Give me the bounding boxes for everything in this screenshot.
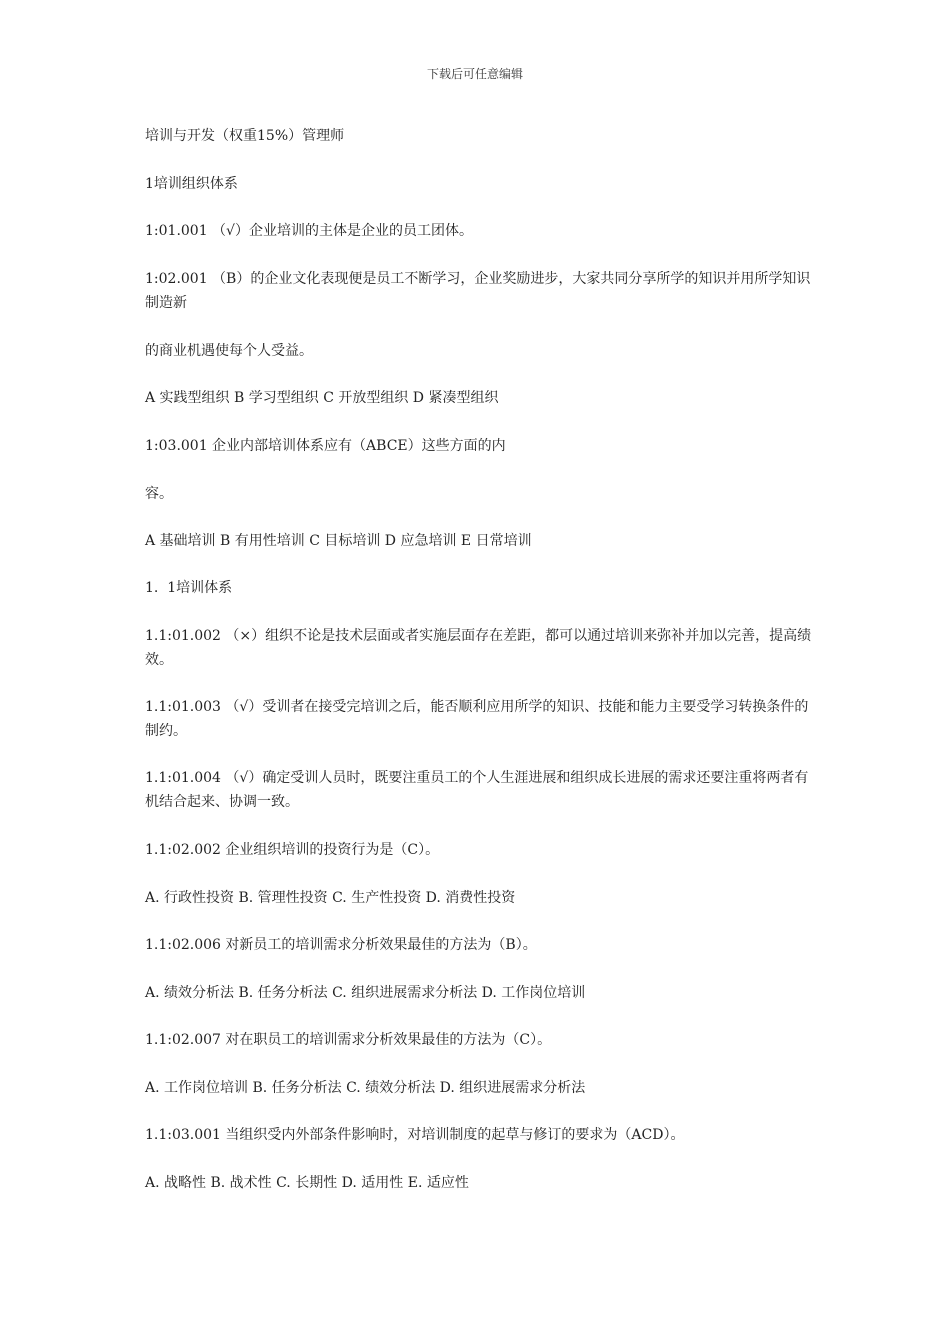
question-item: 1:02.001 （B）的企业文化表现便是员工不断学习，企业奖励进步，大家共同分享所学的知识并用所学知识制造新	[145, 271, 811, 311]
question-item: 1.1:02.007 对在职员工的培训需求分析效果最佳的方法为（C）。	[145, 1032, 552, 1048]
question-item: 1.1:03.001 当组织受内外部条件影响时，对培训制度的起草与修订的要求为（ACD）。	[145, 1127, 685, 1143]
question-item: 1.1:01.003 （√）受训者在接受完培训之后，能否顺利应用所学的知识、技能和能力主要受学习转换条件的制约。	[145, 699, 809, 739]
question-continuation: 容。	[145, 486, 173, 502]
question-item: 1:03.001 企业内部培训体系应有（ABCE）这些方面的内	[145, 438, 506, 454]
answer-options: A. 绩效分析法 B. 任务分析法 C. 组织进展需求分析法 D. 工作岗位培训	[145, 985, 586, 1001]
section-heading: 1培训组织体系	[145, 176, 238, 192]
question-item: 1.1:01.002 （×）组织不论是技术层面或者实施层面存在差距，都可以通过培训来弥补并加以完善，提高绩效。	[145, 628, 812, 668]
question-item: 1.1:01.004 （√）确定受训人员时，既要注重员工的个人生涯进展和组织成长进展的需求还要注重将两者有机结合起来、协调一致。	[145, 770, 809, 810]
answer-options: A. 战略性 B. 战术性 C. 长期性 D. 适用性 E. 适应性	[145, 1175, 469, 1191]
answer-options: A 实践型组织 B 学习型组织 C 开放型组织 D 紧凑型组织	[145, 390, 499, 406]
page-header: 下载后可任意编辑	[426, 67, 523, 81]
question-item: 1.1:02.006 对新员工的培训需求分析效果最佳的方法为（B）。	[145, 937, 537, 953]
answer-options: A. 行政性投资 B. 管理性投资 C. 生产性投资 D. 消费性投资	[145, 890, 516, 906]
doc-title: 培训与开发（权重15%）管理师	[145, 128, 345, 144]
section-heading: 1. 1培训体系	[145, 580, 233, 596]
question-item: 1.1:02.002 企业组织培训的投资行为是（C）。	[145, 842, 440, 858]
answer-options: A. 工作岗位培训 B. 任务分析法 C. 绩效分析法 D. 组织进展需求分析法	[145, 1080, 586, 1096]
question-item: 1:01.001 （√）企业培训的主体是企业的员工团体。	[145, 223, 473, 239]
question-continuation: 的商业机遇使每个人受益。	[145, 343, 313, 359]
answer-options: A 基础培训 B 有用性培训 C 目标培训 D 应急培训 E 日常培训	[145, 533, 532, 549]
